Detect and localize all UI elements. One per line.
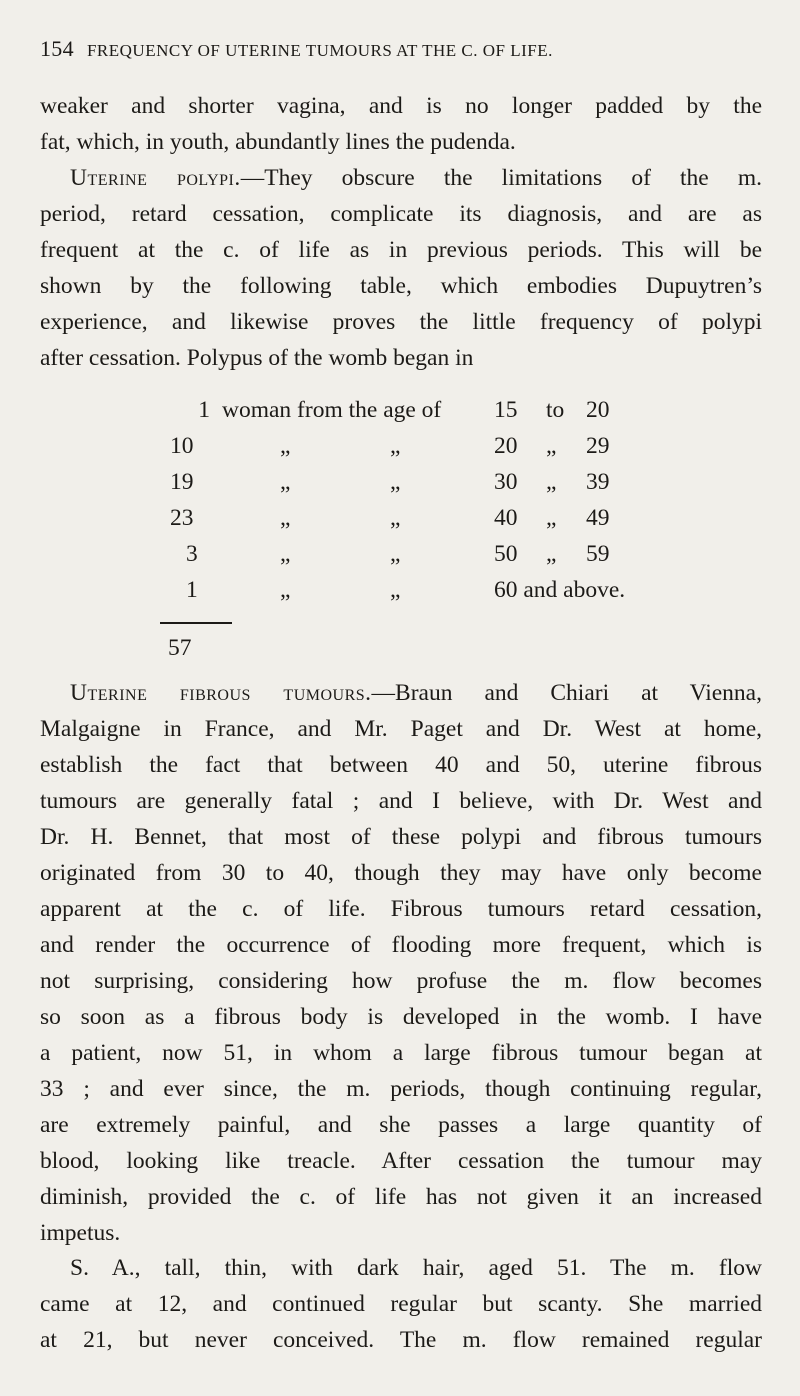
ditto-mark: „ — [280, 505, 291, 531]
table-row — [160, 428, 680, 464]
table-row — [160, 500, 680, 536]
text-line: weaker and shorter vagina, and is no longer padded by the — [40, 93, 762, 119]
text-line: a patient, now 51, in whom a large fibrous tumour began at — [40, 1040, 762, 1066]
ditto-mark: „ — [280, 433, 291, 459]
ditto-mark: „ — [280, 577, 291, 603]
text-line: originated from 30 to 40, though they may have only become — [40, 860, 762, 886]
text-line: Uterine polypi.—They obscure the limitations of the m. — [70, 165, 762, 191]
ditto-mark: „ — [546, 469, 557, 495]
running-title: FREQUENCY OF UTERINE TUMOURS AT THE C. OF LIFE. — [86, 41, 553, 60]
text-line: Malgaigne in France, and Mr. Paget and Dr. West at home, — [40, 716, 762, 742]
ditto-mark: „ — [390, 469, 401, 495]
text-line: Uterine fibrous tumours.—Braun and Chiari at Vienna, — [70, 680, 762, 706]
sum-rule — [160, 622, 232, 624]
section-heading-polypi: Uterine polypi. — [70, 165, 241, 191]
table-row — [160, 572, 680, 608]
ditto-mark: „ — [390, 577, 401, 603]
text-line: at 21, but never conceived. The m. flow remained regular — [40, 1327, 762, 1353]
ditto-mark: „ — [390, 505, 401, 531]
ditto-mark: „ — [546, 433, 557, 459]
polypi-age-table — [160, 392, 680, 608]
count-cell: 10 — [170, 433, 194, 459]
text-line: diminish, provided the c. of life has not given it an increased — [40, 1184, 762, 1210]
text-line: experience, and likewise proves the little frequency of polypi — [40, 309, 762, 335]
text-line: and render the occurrence of flooding more frequent, which is — [40, 932, 762, 958]
age-from-cell: 50 — [494, 541, 518, 567]
count-cell: 3 — [186, 541, 198, 567]
running-header — [40, 36, 760, 62]
table-total: 57 — [168, 635, 192, 661]
paragraph-uterine-polypi — [40, 160, 762, 376]
text-line: not surprising, considering how profuse the m. flow becomes — [40, 968, 762, 994]
to-word-cell: to — [546, 397, 565, 423]
text-line: 33 ; and ever since, the m. periods, though continuing regular, — [40, 1076, 762, 1102]
age-to-cell: 29 — [586, 433, 610, 459]
count-cell: 1 — [198, 397, 210, 423]
ditto-mark: „ — [390, 433, 401, 459]
table-row — [160, 392, 680, 428]
text-line: blood, looking like treacle. After cessation the tumour may — [40, 1148, 762, 1174]
age-from-cell: 20 — [494, 433, 518, 459]
text-line: period, retard cessation, complicate its diagnosis, and are as — [40, 201, 762, 227]
ditto-mark: „ — [546, 505, 557, 531]
text-line: apparent at the c. of life. Fibrous tumours retard cessation, — [40, 896, 762, 922]
age-from-cell: 40 — [494, 505, 518, 531]
ditto-mark: „ — [280, 541, 291, 567]
age-from-cell: 15 — [494, 397, 518, 423]
text-line: impetus. — [40, 1220, 121, 1246]
page-number: 154 — [40, 36, 74, 61]
age-to-cell: 39 — [586, 469, 610, 495]
count-cell: 19 — [170, 469, 194, 495]
text-line: S. A., tall, thin, with dark hair, aged 51. The m. flow — [70, 1255, 762, 1281]
paragraph-case-sa — [40, 1250, 762, 1358]
text-line: frequent at the c. of life as in previous periods. This will be — [40, 237, 762, 263]
text-line: after cessation. Polypus of the womb began in — [40, 345, 474, 371]
text-line: tumours are generally fatal ; and I believe, with Dr. West and — [40, 788, 762, 814]
text-line: Dr. H. Bennet, that most of these polypi and fibrous tumours — [40, 824, 762, 850]
paragraph-vagina — [40, 88, 762, 160]
age-from-cell: 60 and above. — [494, 577, 626, 603]
count-cell: 23 — [170, 505, 194, 531]
text-line: are extremely painful, and she passes a large quantity of — [40, 1112, 762, 1138]
text-line: fat, which, in youth, abundantly lines the pudenda. — [40, 129, 516, 155]
ditto-mark: „ — [390, 541, 401, 567]
age-to-cell: 59 — [586, 541, 610, 567]
text-line: came at 12, and continued regular but scanty. She married — [40, 1291, 762, 1317]
paragraph-fibrous-tumours — [40, 675, 762, 1251]
text-line: so soon as a fibrous body is developed in the womb. I have — [40, 1004, 762, 1030]
table-row — [160, 536, 680, 572]
description-cell: woman from the age of — [222, 397, 442, 423]
text-line: establish the fact that between 40 and 50, uterine fibrous — [40, 752, 762, 778]
age-to-cell: 20 — [586, 397, 610, 423]
ditto-mark: „ — [280, 469, 291, 495]
age-from-cell: 30 — [494, 469, 518, 495]
text-line: shown by the following table, which embodies Dupuytren’s — [40, 273, 762, 299]
ditto-mark: „ — [546, 541, 557, 567]
count-cell: 1 — [186, 577, 198, 603]
table-row — [160, 464, 680, 500]
section-heading-fibrous: Uterine fibrous tumours. — [70, 680, 372, 706]
age-to-cell: 49 — [586, 505, 610, 531]
